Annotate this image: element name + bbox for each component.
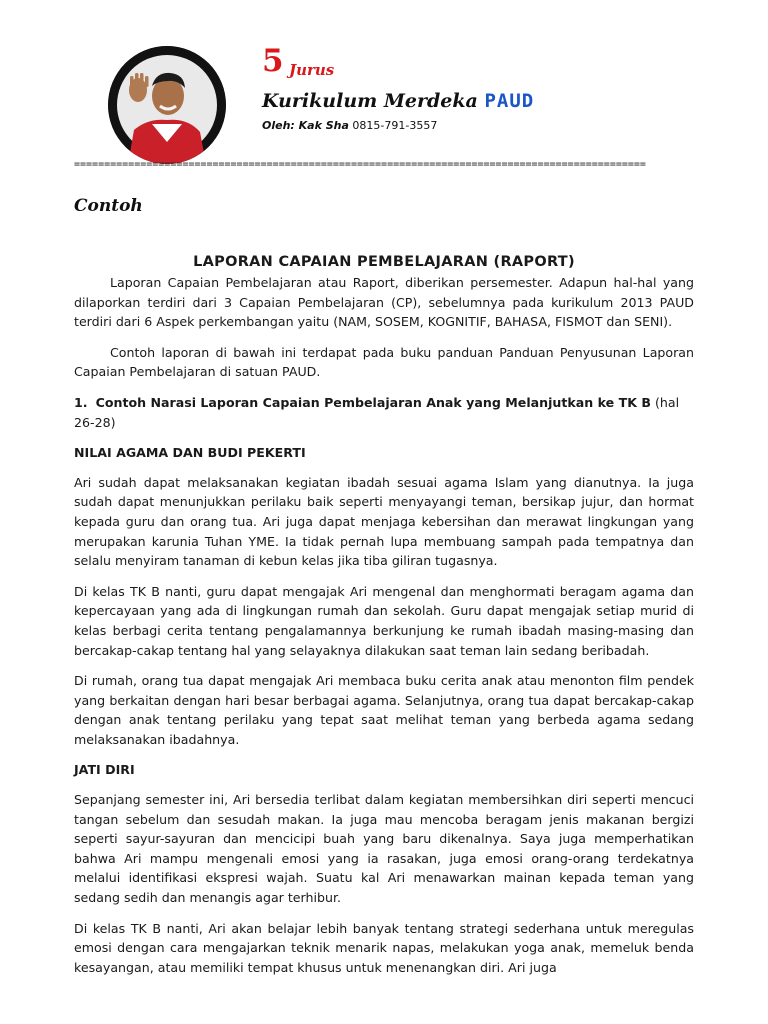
section-1-ref: (hal 26-28) <box>74 394 680 430</box>
nab-paragraph-2: Di kelas TK B nanti, guru dapat mengajak Ari mengenal dan menghormati beragam agama dan kepercayaan yang ada di lingkungan rumah dan sekolah. Guru dapat mengajak setiap murid di kelas berbagi cerita tentang pengalamannya berkunjung ke rumah ibadah masing-masing dan bercakap-cakap tentang hal yang selayaknya dilakukan saat teman lain sedang beribadah. <box>74 583 694 658</box>
author-phone: 0815-791-3557 <box>352 119 438 132</box>
nab-paragraph-3: Di rumah, orang tua dapat mengajak Ari membaca buku cerita anak atau menonton film pendek yang berkaitan dengan hari besar berbagai agama. Selanjutnya, orang tua dapat bercakap-cakap dengan anak tentang perilaku yang tepat saat melihat teman yang berbeda agama sedang melaksanakan ibadahnya. <box>74 673 694 747</box>
document-title: LAPORAN CAPAIAN PEMBELAJARAN (RAPORT) <box>193 254 575 270</box>
separator-rule: =============================================================================================== <box>74 159 646 170</box>
intro-paragraph-1: Laporan Capaian Pembelajaran atau Raport, diberikan persemester. Adapun hal-hal yang dilaporkan terdiri dari 3 Capaian Pembelajaran (CP), sebelumnya pada kurikulum 2013 PAUD terdiri dari 6 Aspek perkembangan yaitu (NAM, SOSEM, KOGNITIF, BAHASA, FISMOT dan SENI). <box>74 275 694 330</box>
author-portrait-image <box>108 46 226 164</box>
brand-number: 5 <box>262 43 284 79</box>
document-header <box>0 0 768 170</box>
author-line <box>262 119 437 132</box>
jd-paragraph-2: Di kelas TK B nanti, Ari akan belajar lebih banyak tentang strategi sederhana untuk meregulas emosi dengan cara mengajarkan teknik menarik napas, melakukan yoga anak, memeluk benda kesayangan, atau memiliki tempat khusus untuk menenangkan diri. Ari juga <box>74 920 694 975</box>
intro-paragraph-2: Contoh laporan di bawah ini terdapat pada buku panduan Panduan Penyusunan Laporan Capaian Pembelajaran di satuan PAUD. <box>74 344 694 380</box>
brand-paud: PAUD <box>484 90 535 112</box>
contoh-label: Contoh <box>74 196 143 216</box>
brand-title <box>262 90 534 112</box>
section-1-heading <box>74 393 694 432</box>
brand-jurus: Jurus <box>289 61 335 79</box>
author-name: Oleh: Kak Sha <box>262 119 349 132</box>
section-1-title: Contoh Narasi Laporan Capaian Pembelajaran Anak yang Melanjutkan ke TK B <box>95 394 651 410</box>
nab-paragraph-1: Ari sudah dapat melaksanakan kegiatan ibadah sesuai agama Islam yang dianutnya. Ia juga sudah dapat menunjukkan perilaku baik seperti menyayangi teman, bersikap jujur, dan hormat kepada guru dan orang tua. Ari juga dapat menjaga kebersihan dan merawat lingkungan yang merupakan karunia Tuhan YME. Ia tidak pernah lupa membuang sampah pada tempatnya dan selalu menyiram tanaman di kebun kelas jika tiba giliran tugasnya. <box>74 474 694 569</box>
author-avatar <box>108 46 226 164</box>
heading-nilai-agama: NILAI AGAMA DAN BUDI PEKERTI <box>74 445 306 461</box>
jd-paragraph-1: Sepanjang semester ini, Ari bersedia terlibat dalam kegiatan membersihkan diri seperti mencuci tangan sebelum dan sesudah makan. Ia juga mau mencoba beragam jenis makanan bergizi seperti sayur-sayuran dan mencicipi buah yang baru dikenalnya. Saya juga memperhatikan bahwa Ari mampu mengenali emosi yang ia rasakan, juga emosi orang-orang terdekatnya melalui identifikasi ekspresi wajah. Suatu kal Ari menawarkan mainan kepada teman yang sedang sedih dan menangis agar terhibur. <box>74 792 694 906</box>
heading-jati-diri: JATI DIRI <box>74 762 135 778</box>
document-body <box>74 254 694 977</box>
brand-title-text: Kurikulum Merdeka <box>262 90 478 112</box>
section-1-number: 1. <box>74 394 88 410</box>
